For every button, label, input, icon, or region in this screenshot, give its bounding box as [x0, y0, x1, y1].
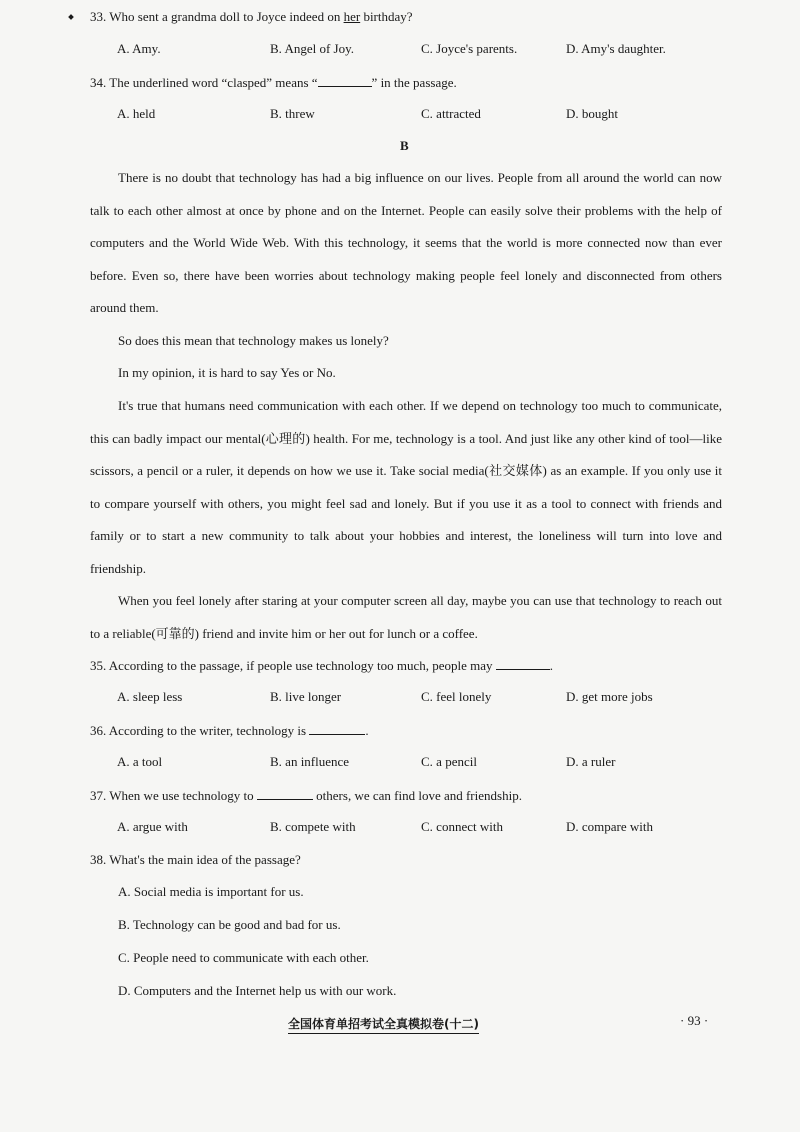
- q35-option-a[interactable]: A. sleep less: [117, 689, 183, 704]
- q38-option-a[interactable]: A. Social media is important for us.: [118, 884, 304, 899]
- q36-option-d[interactable]: D. a ruler: [566, 754, 616, 769]
- q33-option-c[interactable]: C. Joyce's parents.: [421, 41, 518, 56]
- answer-blank[interactable]: [318, 74, 372, 87]
- question-37: 37. When we use technology to others, we can find love and friendship.: [90, 788, 522, 803]
- q35-option-c[interactable]: C. feel lonely: [421, 689, 492, 704]
- q37-option-b[interactable]: B. compete with: [270, 819, 356, 834]
- q33-option-b[interactable]: B. Angel of Joy.: [270, 41, 355, 56]
- question-35: 35. According to the passage, if people use technology too much, people may .: [90, 658, 554, 673]
- answer-blank[interactable]: [309, 722, 365, 735]
- footer-title: 全国体育单招考试全真模拟卷(十二): [288, 1015, 479, 1034]
- q34-option-b[interactable]: B. threw: [270, 106, 315, 121]
- page-number: · 93 ·: [680, 1013, 709, 1028]
- q35-option-d[interactable]: D. get more jobs: [566, 689, 653, 704]
- passage-paragraph-3: In my opinion, it is hard to say Yes or No.: [118, 365, 336, 380]
- answer-blank[interactable]: [496, 657, 550, 670]
- q37-option-a[interactable]: A. argue with: [117, 819, 188, 834]
- q34-option-c[interactable]: C. attracted: [421, 106, 481, 121]
- question-38: 38. What's the main idea of the passage?: [90, 852, 301, 867]
- q37-option-d[interactable]: D. compare with: [566, 819, 654, 834]
- passage-paragraph-4: It's true that humans need communication with each other. If we depend on technology too much to communicate, this can badly impact our mental(心理的) health. For me, technology is a tool. And just like any other kind of tool—like scissors, a pencil or a ruler, it depends on how we use it. Take social media(社交媒体) as an example. If you only use it to compare yourself with others, you might feel sad and lonely. But if you use it as a tool to connect with friends and family or to start a new community to talk about your hobbies and interest, the loneliness will turn into love and friendship.: [90, 398, 722, 576]
- q33-option-a[interactable]: A. Amy.: [117, 41, 161, 56]
- passage-paragraph-5: When you feel lonely after staring at your computer screen all day, maybe you can use that technology to reach out to a reliable(可靠的) friend and invite him or her out for lunch or a coffee.: [90, 593, 722, 641]
- section-label: B: [400, 138, 409, 153]
- q36-option-c[interactable]: C. a pencil: [421, 754, 477, 769]
- question-34: 34. The underlined word “clasped” means “ ” in the passage.: [90, 75, 457, 90]
- q38-option-d[interactable]: D. Computers and the Internet help us with our work.: [118, 983, 397, 998]
- q33-option-d[interactable]: D. Amy's daughter.: [566, 41, 666, 56]
- answer-blank[interactable]: [257, 787, 313, 800]
- q34-option-a[interactable]: A. held: [117, 106, 156, 121]
- q37-option-c[interactable]: C. connect with: [421, 819, 503, 834]
- q36-option-b[interactable]: B. an influence: [270, 754, 350, 769]
- question-33: 33. Who sent a grandma doll to Joyce indeed on her birthday?: [90, 9, 413, 24]
- q38-option-c[interactable]: C. People need to communicate with each other.: [118, 950, 369, 965]
- passage-paragraph-1: There is no doubt that technology has had a big influence on our lives. People from all around the world can now talk to each other almost at once by phone and on the Internet. People can easily solve their problems with the help of computers and the World Wide Web. With this technology, it seems that the world is more connected now than ever before. Even so, there have been worries about technology making people feel lonely and disconnected from others around them.: [90, 170, 722, 315]
- question-36: 36. According to the writer, technology is .: [90, 723, 369, 738]
- q34-option-d[interactable]: D. bought: [566, 106, 618, 121]
- q36-option-a[interactable]: A. a tool: [117, 754, 163, 769]
- underlined-word: her: [343, 9, 361, 24]
- passage-paragraph-2: So does this mean that technology makes us lonely?: [118, 333, 389, 348]
- q35-option-b[interactable]: B. live longer: [270, 689, 342, 704]
- bullet-mark-icon: [68, 14, 74, 20]
- q38-option-b[interactable]: B. Technology can be good and bad for us.: [118, 917, 341, 932]
